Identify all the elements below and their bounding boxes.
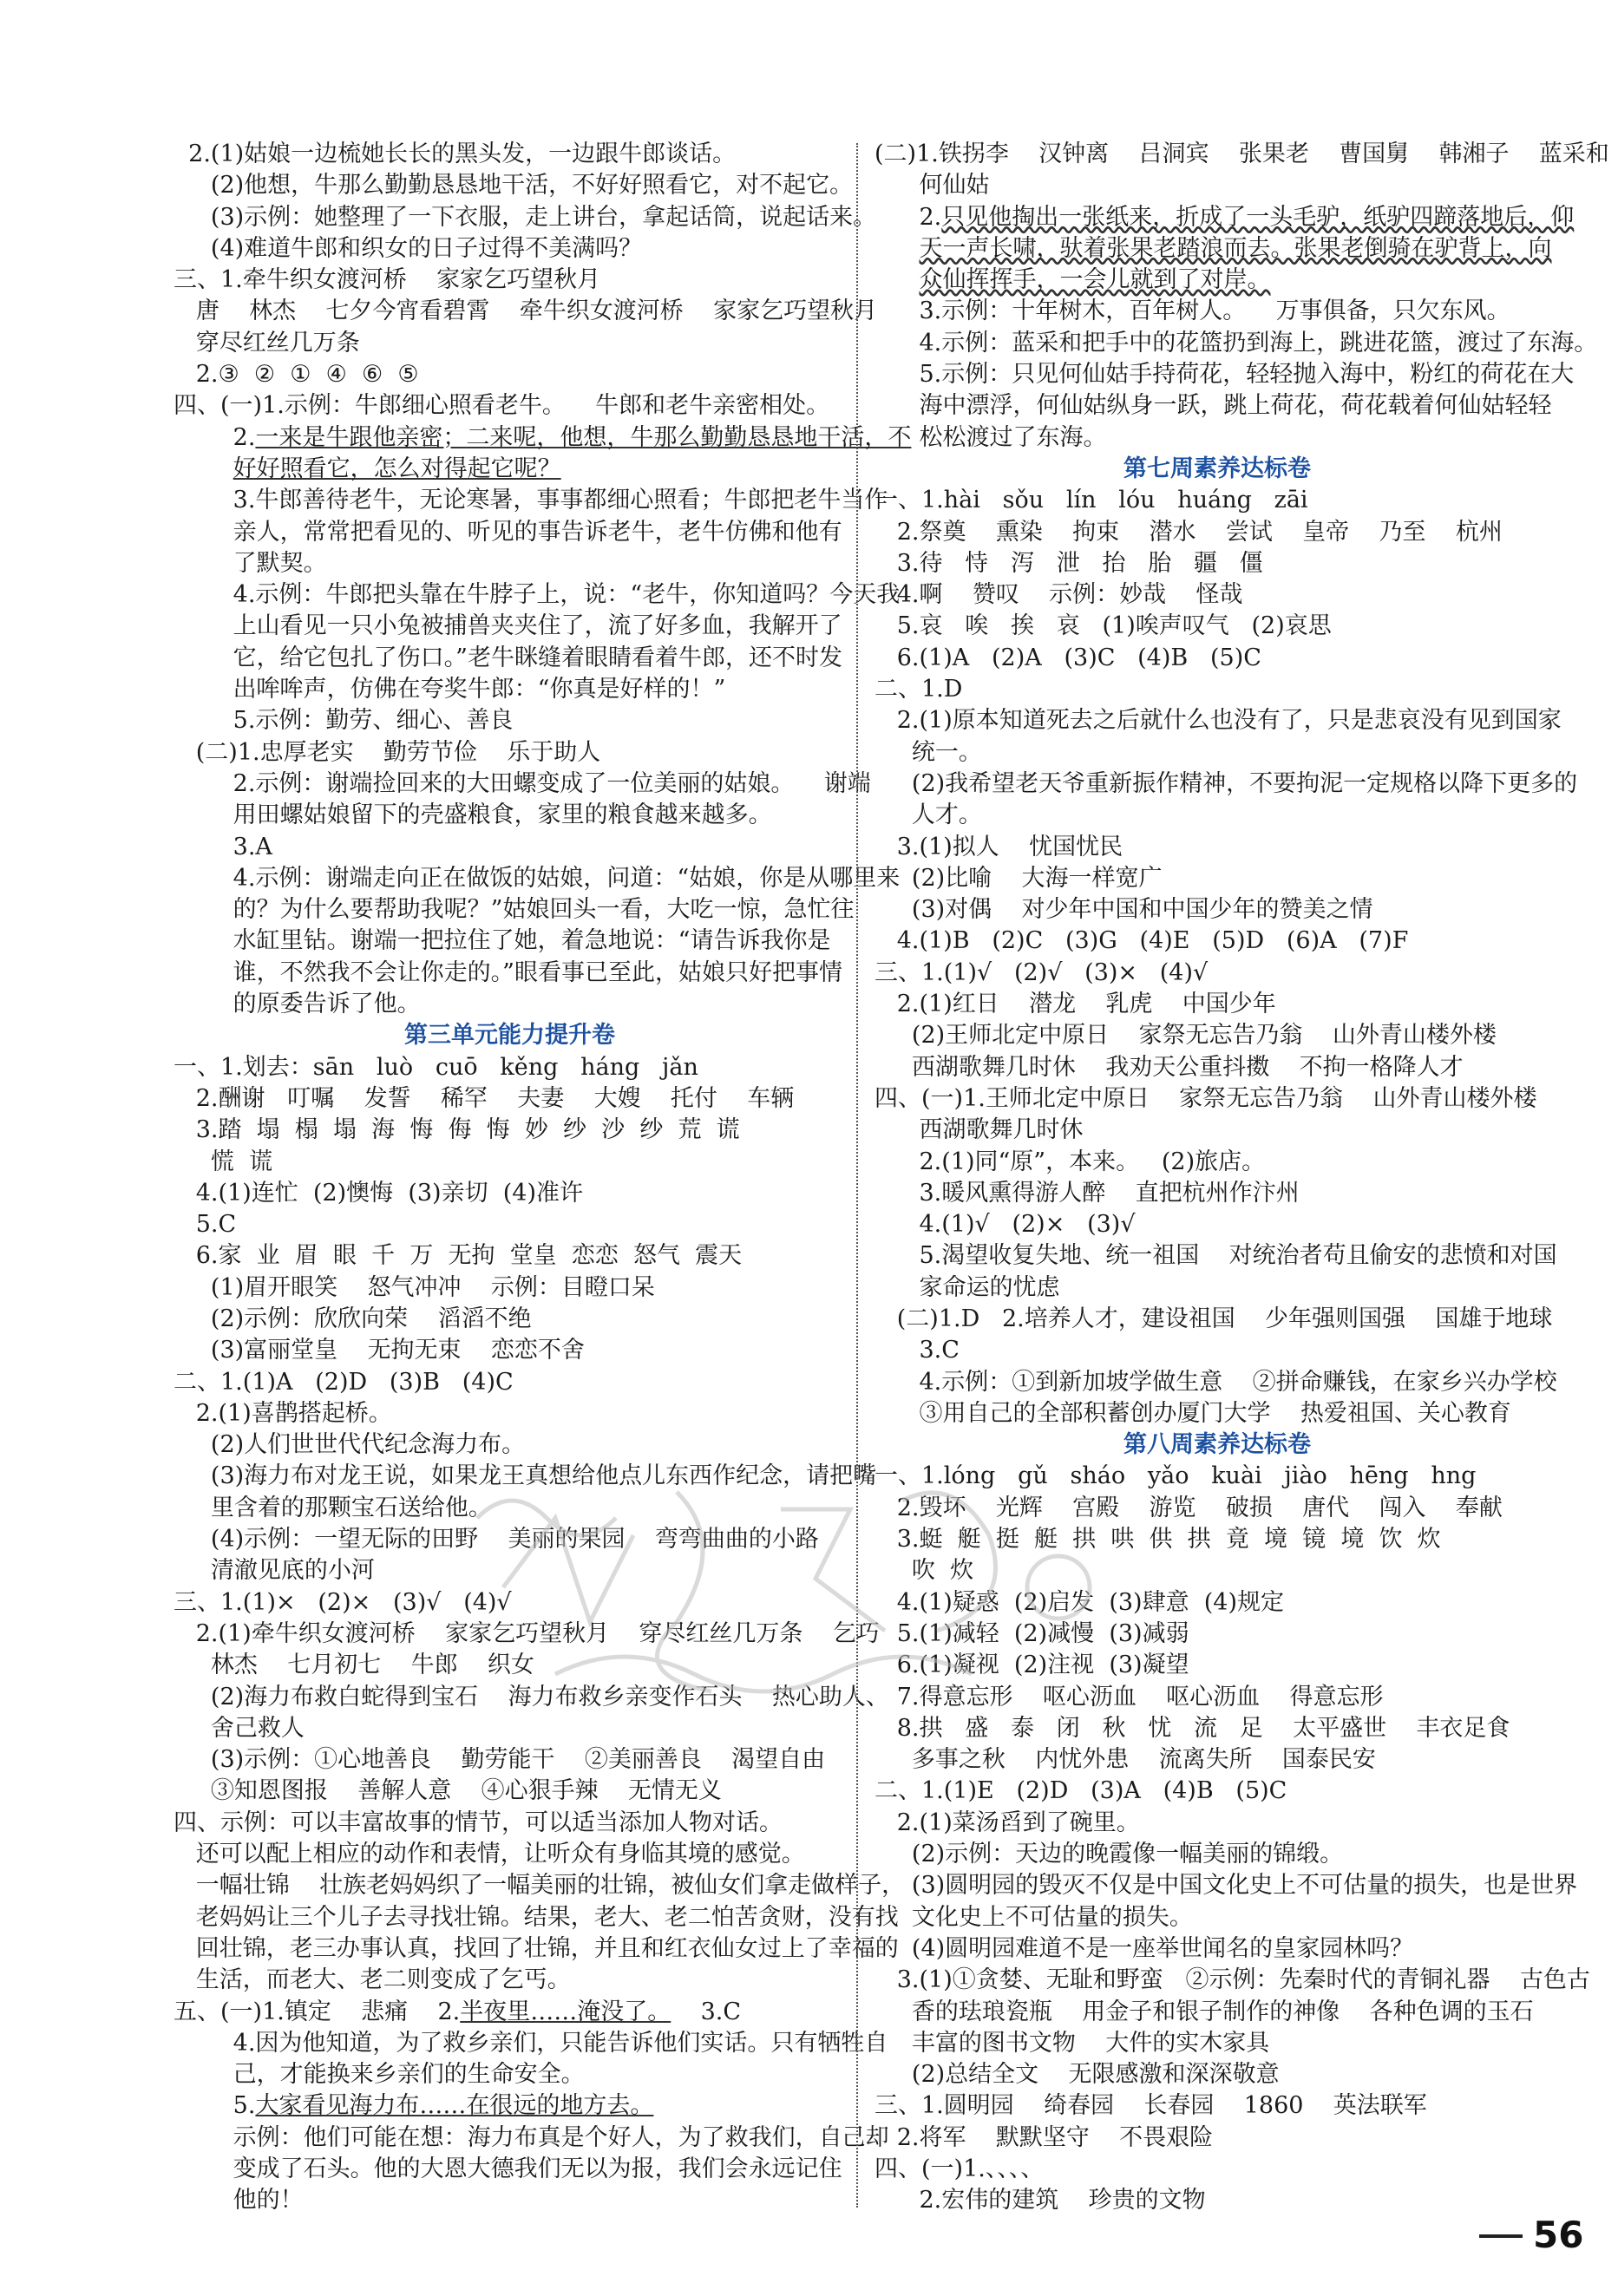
answer-line [174,2090,846,2122]
answer-line [875,359,1575,390]
answer-text: 4.(1)疑惑 (2)启发 (3)肆意 (4)规定 [875,1588,1284,1616]
answer-line [174,1052,846,1083]
answer-text: 生活，而老大、老二则变成了乞丐。 [174,1966,571,1994]
answer-text: 第三单元能力提升卷 [404,1022,615,1050]
answer-text: 吹 炊 [875,1557,974,1585]
underlined-text: 一来是牛跟他亲密；二来呢，他想，牛那么勤勤恳恳地干活，不 [255,423,912,451]
answer-text: 二、1.(1)A (2)D (3)B (4)C [174,1368,514,1396]
answer-text: 西湖歌舞几时休 我劝天公重抖擞 不拘一格降人才 [875,1053,1464,1081]
answer-line [174,1209,846,1240]
answer-line [875,674,1560,705]
answer-line [174,832,846,863]
answer-text: ③用自己的全部积蓄创办厦门大学 热爱祖国、关心教育 [875,1399,1511,1427]
wavy-underlined-text: 只见他掏出一张纸来，折成了一头毛驴，纸驴四蹄落地后，仰 [941,203,1575,231]
answer-text-tail: 3.C [671,1998,741,2025]
answer-line [174,359,846,390]
answer-text: 统一。 [875,738,982,766]
answer-line [174,1839,846,1870]
answer-text: 四、(一)1.、、、、 [875,2155,1045,2182]
answer-text: (二)1.铁拐李 汉钟离 吕洞宾 张果老 曹国舅 韩湘子 蓝采和 [875,141,1609,167]
wavy-underlined-text: 天一声长啸，驮着张果老踏浪而去。张果老倒骑在驴背上，向 [919,234,1552,262]
answer-line [174,2154,846,2185]
answer-line [174,1335,846,1366]
answer-text: (2)我希望老天爷重新振作精神，不要拘泥一定规格以降下更多的 [875,769,1578,797]
answer-line [875,958,1560,989]
answer-text: 第八周素养达标卷 [1123,1431,1311,1459]
answer-line [174,202,877,233]
answer-line [174,422,912,454]
answer-line [174,705,846,736]
answer-text: 四、示例：可以丰富故事的情节，可以适当添加人物对话。 [174,1809,783,1836]
answer-text: 丰富的图书文物 大件的实木家具 [875,2029,1270,2057]
answer-line [875,1052,1560,1083]
answer-text: 3.暖风熏得游人醉 直把杭州作汴州 [875,1179,1300,1207]
answer-text: 里含着的那颗宝石送给他。 [174,1494,492,1521]
answer-line [174,674,846,705]
answer-column-left [174,139,912,2217]
answer-line [174,1083,846,1115]
answer-text: 2.示例：谢端捡回来的大田螺变成了一位美丽的姑娘。 谢端 [174,769,871,797]
answer-line [174,643,846,674]
answer-text: 还可以配上相应的动作和表情，让听众有身临其境的感觉。 [174,1841,805,1868]
answer-text: 海中漂浮，何仙姑纵身一跃，跳上荷花，荷花载着何仙姑轻轻 [875,392,1552,420]
answer-text: (2)示例：欣欣向荣 滔滔不绝 [174,1305,532,1332]
answer-line [875,1209,1560,1240]
answer-text: 它，给它包扎了伤口。”老牛眯缝着眼睛看着牛郎，还不时发 [174,644,842,671]
answer-text: 五、(一)1.镇定 悲痛 2. [174,1998,461,2025]
answer-line [875,1115,1560,1146]
answer-text: 4.因为他知道，为了救乡亲们，只能告诉他们实话。只有牺牲自 [174,2029,888,2057]
answer-text: 3.踏 塌 榻 塌 海 悔 侮 悔 妙 纱 沙 纱 荒 谎 [174,1116,740,1144]
answer-text: 老妈妈让三个儿子去寻找壮锦。结果，老大、老二怕苦贪财，没有找 [174,1903,899,1931]
answer-text: 二、1.D [875,676,963,703]
answer-text: 一、1.lóng gǔ sháo yǎo kuài jiào hēng hng [875,1462,1477,1490]
answer-text: 3.牛郎善待老牛，无论寒暑，事事都细心照看；牛郎把老牛当作 [174,487,888,514]
watermark-stamp [451,1414,1110,1761]
section-title [875,454,1560,485]
answer-text: 6.(1)凝视 (2)注视 (3)凝望 [875,1652,1189,1679]
answer-text: 2.将军 默默坚守 不畏艰险 [875,2123,1214,2151]
page-number: 56 [1533,2214,1584,2256]
answer-text: 二、1.(1)E (2)D (3)A (4)B (5)C [875,1777,1287,1805]
answer-line [174,454,846,485]
answer-text: 4.示例：牛郎把头靠在牛脖子上，说：“老牛，你知道吗？今天我 [174,581,901,609]
answer-text: 4.示例：谢端走向正在做饭的姑娘，问道：“姑娘，你是从哪里来 [174,864,901,892]
answer-text: 己，才能换来乡亲们的生命安全。 [174,2061,585,2089]
answer-text: 多事之秋 内忧外患 流离失所 国泰民安 [875,1746,1376,1774]
answer-text: (2)海力布救白蛇得到宝石 海力布救乡亲变作石头 热心助人、 [174,1683,889,1711]
answer-text: 水缸里钻。谢端一把拉住了她，着急地说：“请告诉我你是 [174,927,831,955]
answer-text: (二)1.忠厚老实 勤劳节俭 乐于助人 [174,738,601,766]
answer-text: 何仙姑 [875,172,990,200]
column-divider [856,143,858,2208]
answer-text [875,266,920,293]
answer-line [875,170,1560,201]
answer-text: 松松渡过了东海。 [875,423,1107,451]
answer-line [174,1240,846,1272]
answer-line [875,1178,1560,1209]
answer-line [174,296,878,327]
answer-line [174,1870,906,1901]
answer-line [174,958,846,989]
answer-line [174,800,846,831]
answer-text: 6.家 业 眉 眼 千 万 无拘 堂皇 恋恋 怒气 震天 [174,1242,743,1270]
answer-line [875,1304,1560,1335]
answer-text: 西湖歌舞几时休 [875,1116,1084,1144]
answer-text: 4.(1)B (2)C (3)G (4)E (5)D (6)A (7)F [875,927,1409,955]
answer-text: (3)示例：①心地善良 勤劳能干 ②美丽善良 渴望自由 [174,1746,826,1774]
answer-line [875,1020,1560,1051]
answer-line [875,643,1560,674]
answer-line [174,611,846,642]
answer-text: (4)圆明园难道不是一座举世闻名的皇家园林吗？ [875,1934,1414,1962]
answer-text: (2)人们世世代代纪念海力布。 [174,1431,526,1459]
answer-line [875,989,1560,1020]
answer-text: 4.(1)√ (2)× (3)√ [875,1211,1136,1239]
answer-text: 2.酬谢 叮嘱 发誓 稀罕 夫妻 大嫂 托付 车辆 [174,1084,795,1112]
answer-line [174,1147,846,1178]
answer-text: (2)王师北定中原日 家祭无忘告乃翁 山外青山楼外楼 [875,1022,1497,1050]
answer-text: (2)比喻 大海一样宽广 [875,864,1163,892]
answer-text: 三、1.(1)√ (2)√ (3)× (4)√ [875,958,1209,986]
answer-text: (3)富丽堂皇 无拘无束 恋恋不舍 [174,1337,585,1364]
answer-line [875,390,1560,422]
answer-text: 5.渴望收复失地、统一祖国 对统治者苟且偷安的悲愤和对国 [875,1242,1557,1270]
answer-line [174,1304,846,1335]
answer-text: (4)难道牛郎和织女的日子过得不美满吗？ [174,234,643,262]
answer-text: 回壮锦，老三办事认真，找回了壮锦，并且和红衣仙女过上了幸福的 [174,1934,899,1962]
answer-line [875,2090,1560,2122]
answer-text: 了默契。 [174,549,327,577]
answer-text: 人才。 [875,801,982,829]
answer-text: 5. [174,2092,256,2120]
answer-text: 2.(1)原本知道死去之后就什么也没有了，只是悲哀没有见到国家 [875,707,1562,735]
answer-text: (3)海力布对龙王说，如果龙王真想给他点儿东西作纪念，请把嘴 [174,1462,877,1490]
answer-text: (1)眉开眼笑 怒气冲冲 示例：目瞪口呆 [174,1273,655,1301]
answer-text: 四、(一)1.示例：牛郎细心照看老牛。 牛郎和老牛亲密相处。 [174,392,830,420]
answer-line [174,2123,889,2154]
answer-text: 文化史上不可估量的损失。 [875,1903,1193,1931]
answer-text: 一幅壮锦 壮族老妈妈织了一幅美丽的壮锦，被仙女们拿走做样子， [174,1872,906,1900]
answer-text: (2)他想，牛那么勤勤恳恳地干活，不好好照看它，对不起它。 [174,172,854,200]
answer-line [875,863,1560,894]
answer-text: 3.A [174,833,272,860]
answer-line [875,139,1609,170]
answer-line [875,1147,1560,1178]
answer-line [875,517,1560,548]
answer-line [174,737,846,769]
answer-text: 2.(1)喜鹊搭起桥。 [174,1399,392,1427]
answer-text: (3)对偶 对少年中国和中国少年的赞美之情 [875,896,1373,924]
answer-line [174,1933,899,1965]
answer-line [174,1997,846,2028]
answer-text: 8.拱 盛 泰 闭 秋 忧 流 足 太平盛世 丰衣足食 [875,1714,1510,1742]
answer-line [875,1083,1560,1115]
answer-text: ③知恩图报 善解人意 ④心狠手辣 无情无义 [174,1777,722,1805]
answer-text: 3.(1)①贪婪、无耻和野蛮 ②示例：先秦时代的青铜礼器 古色古 [875,1966,1590,1994]
answer-line [875,1870,1578,1901]
answer-line [875,265,1560,296]
answer-text: 香的珐琅瓷瓶 用金子和银子制作的神像 各种色调的玉石 [875,1998,1534,2025]
answer-line [174,328,846,359]
answer-text: 一、1.划去：sān luò cuō kěng háng jǎn [174,1053,698,1081]
answer-text: 唐 林杰 七夕今宵看碧霄 牵牛织女渡河桥 家家乞巧望秋月 [174,298,878,325]
answer-text: 5.C [174,1211,237,1239]
answer-text: 慌 谎 [174,1148,273,1175]
answer-text: 三、1.牵牛织女渡河桥 家家乞巧望秋月 [174,266,601,294]
answer-text: 变成了石头。他的大恩大德我们无以为报，我们会永远记住 [174,2155,842,2182]
answer-text: 3.示例：十年树木，百年树人。 万事俱备，只欠东风。 [875,298,1510,325]
answer-line [875,1839,1560,1870]
answer-text: 林杰 七月初七 牛郎 织女 [174,1652,534,1679]
answer-text: (2)总结全文 无限感激和深深敬意 [875,2061,1280,2089]
answer-text: 3.待 恃 泻 泄 抬 胎 疆 僵 [875,549,1263,577]
answer-text: 第七周素养达标卷 [1123,455,1311,482]
answer-line [875,832,1560,863]
answer-text: 2.宏伟的建筑 珍贵的文物 [875,2187,1206,2214]
answer-line [174,1272,846,1304]
answer-text: 5.示例：勤劳、细心、善良 [174,707,514,735]
answer-line [174,170,854,201]
answer-line [875,800,1560,831]
answer-line [875,485,1560,516]
answer-line [174,989,846,1020]
answer-text: 3.蜓 艇 挺 艇 拱 哄 供 拱 竟 境 镜 境 饮 炊 [875,1526,1441,1554]
answer-text: 2.毁坏 光辉 宫殿 游览 破损 唐代 闯入 奉献 [875,1494,1503,1521]
answer-line [174,1965,846,1996]
answer-line [174,2185,846,2216]
answer-text: 4.示例：蓝采和把手中的花篮扔到海上，跳进花篮，渡过了东海。 [875,329,1598,357]
answer-text: 穿尽红丝几万条 [174,329,360,357]
answer-line [875,2185,1560,2216]
answer-text [174,455,233,482]
answer-line [875,202,1575,233]
answer-text: 3.C [875,1337,960,1364]
answer-line [875,2123,1560,2154]
answer-text: 3.(1)拟人 忧国忧民 [875,833,1123,860]
answer-text [875,235,920,262]
answer-text: 5.哀 唉 挨 哀 (1)唉声叹气 (2)哀思 [875,612,1332,640]
answer-line [174,894,855,926]
answer-line [174,2059,846,2090]
answer-line [174,265,846,296]
page-number-dash [1479,2234,1523,2238]
answer-line [875,548,1560,579]
answer-line [174,1776,846,1807]
answer-line [174,485,888,516]
answer-text: (2)示例：天边的晚霞像一幅美丽的锦缎。 [875,1841,1344,1868]
answer-text: 2.祭奠 熏染 拘束 潜水 尝试 皇帝 乃至 杭州 [875,518,1503,546]
answer-line [174,579,901,611]
answer-text: 用田螺姑娘留下的壳盛粮食，家里的粮食越来越多。 [174,801,772,829]
answer-text: 出哞哞声，仿佛在夸奖牛郎：“你真是好样的！” [174,676,726,703]
answer-line [875,2154,1560,2185]
answer-text: 4.啊 赞叹 示例：妙哉 怪哉 [875,581,1243,609]
answer-line [174,390,846,422]
answer-line [875,1335,1560,1366]
answer-line [174,233,846,265]
answer-line [875,2059,1560,2090]
answer-line [875,737,1560,769]
answer-line [875,233,1560,265]
answer-line [875,328,1598,359]
answer-text: 清澈见底的小河 [174,1557,375,1585]
answer-text: 他的！ [174,2187,304,2214]
answer-text: 舍己救人 [174,1714,305,1742]
answer-text: 2.(1)牵牛织女渡河桥 家家乞巧望秋月 穿尽红丝几万条 乞巧 [174,1619,880,1647]
answer-line [875,926,1560,957]
answer-text: 上山看见一只小兔被捕兽夹夹住了，流了好多血，我解开了 [174,612,842,640]
answer-line [174,1367,846,1398]
answer-text: 亲人，常常把看见的、听见的事告诉老牛，老牛仿佛和他有 [174,518,842,546]
section-title [174,1020,846,1051]
answer-text: 三、1.圆明园 绮春园 长春园 1860 英法联军 [875,2092,1427,2120]
answer-text: 2.(1)红日 潜龙 乳虎 中国少年 [875,991,1276,1018]
answer-line [174,517,846,548]
answer-text: 4.示例：①到新加坡学做生意 ②拼命赚钱，在家乡兴办学校 [875,1368,1557,1396]
answer-text: 四、(一)1.王师北定中原日 家祭无忘告乃翁 山外青山楼外楼 [875,1084,1537,1112]
answer-text: (3)示例：她整理了一下衣服，走上讲台，拿起话筒，说起话来。 [174,203,877,231]
answer-line [875,769,1578,800]
answer-line [875,611,1560,642]
answer-line [875,1272,1560,1304]
answer-line [174,548,846,579]
answer-line [875,894,1560,926]
wavy-underlined-text: 众仙挥挥手，一会儿就到了对岸。 [919,266,1271,294]
answer-line [875,1367,1560,1398]
answer-line [875,1997,1560,2028]
underlined-text: 好好照看它，怎么对得起它呢？ [233,455,561,482]
answer-line [875,705,1560,736]
answer-line [174,139,846,170]
answer-line [875,579,1560,611]
answer-text: 7.得意忘形 呕心沥血 呕心沥血 得意忘形 [875,1683,1384,1711]
answer-column-right [875,139,1609,2217]
answer-text: 4.(1)连忙 (2)懊悔 (3)亲切 (4)准许 [174,1179,583,1207]
answer-text: 三、1.(1)× (2)× (3)√ (4)√ [174,1588,512,1616]
page-number-marker [1479,2209,1618,2261]
answer-line [875,1240,1560,1272]
underlined-text: 大家看见海力布……在很远的地方去。 [255,2092,654,2120]
answer-line [174,863,901,894]
answer-text: 5.(1)减轻 (2)减慢 (3)减弱 [875,1619,1189,1647]
answer-line [875,1933,1560,1965]
answer-line [875,1808,1560,1839]
answer-text: (二)1.D 2.培养人才，建设祖国 少年强则国强 国雄于地球 [875,1305,1553,1332]
answer-line [875,1776,1560,1807]
answer-line [174,1902,899,1933]
answer-text: 2.(1)姑娘一边梳她长长的黑头发，一边跟牛郎谈话。 [174,141,737,167]
answer-text: 的？为什么要帮助我呢？”姑娘回头一看，大吃一惊，急忙往 [174,896,855,924]
answer-line [174,1808,846,1839]
answer-text: 谁，不然我不会让你走的。”眼看事已至此，姑娘只好把事情 [174,958,842,986]
answer-text: 6.(1)A (2)A (3)C (4)B (5)C [875,644,1261,671]
answer-text: 2.(1)同“原”，本来。 (2)旅店。 [875,1148,1266,1175]
answer-text: 2. [174,423,256,451]
answer-text: (3)圆明园的毁灭不仅是中国文化史上不可估量的损失，也是世界 [875,1872,1578,1900]
answer-text: 一、1.hài sǒu lín lóu huáng zāi [875,487,1308,514]
answer-line [174,769,871,800]
answer-line [174,1178,846,1209]
answer-line [174,2028,888,2059]
answer-text: 2.③ ② ① ④ ⑥ ⑤ [174,361,419,389]
answer-line [174,926,846,957]
answer-text: 5.示例：只见何仙姑手持荷花，轻轻抛入海中，粉红的荷花在大 [875,361,1575,389]
answer-text: 2. [875,203,942,231]
answer-text: 2.(1)菜汤舀到了碗里。 [875,1809,1140,1836]
answer-line [875,422,1560,454]
answer-text: 示例：他们可能在想：海力布真是个好人，为了救我们，自己却 [174,2123,889,2151]
answer-text: (4)示例：一望无际的田野 美丽的果园 弯弯曲曲的小路 [174,1526,819,1554]
answer-line [875,1902,1560,1933]
underlined-text: 半夜里……淹没了。 [460,1998,671,2025]
answer-line [174,1115,846,1146]
answer-text: 家命运的忧虑 [875,1273,1060,1301]
answer-line [875,1965,1590,1996]
answer-text: 的原委告诉了他。 [174,991,421,1018]
answer-line [875,2028,1560,2059]
answer-line [875,296,1560,327]
